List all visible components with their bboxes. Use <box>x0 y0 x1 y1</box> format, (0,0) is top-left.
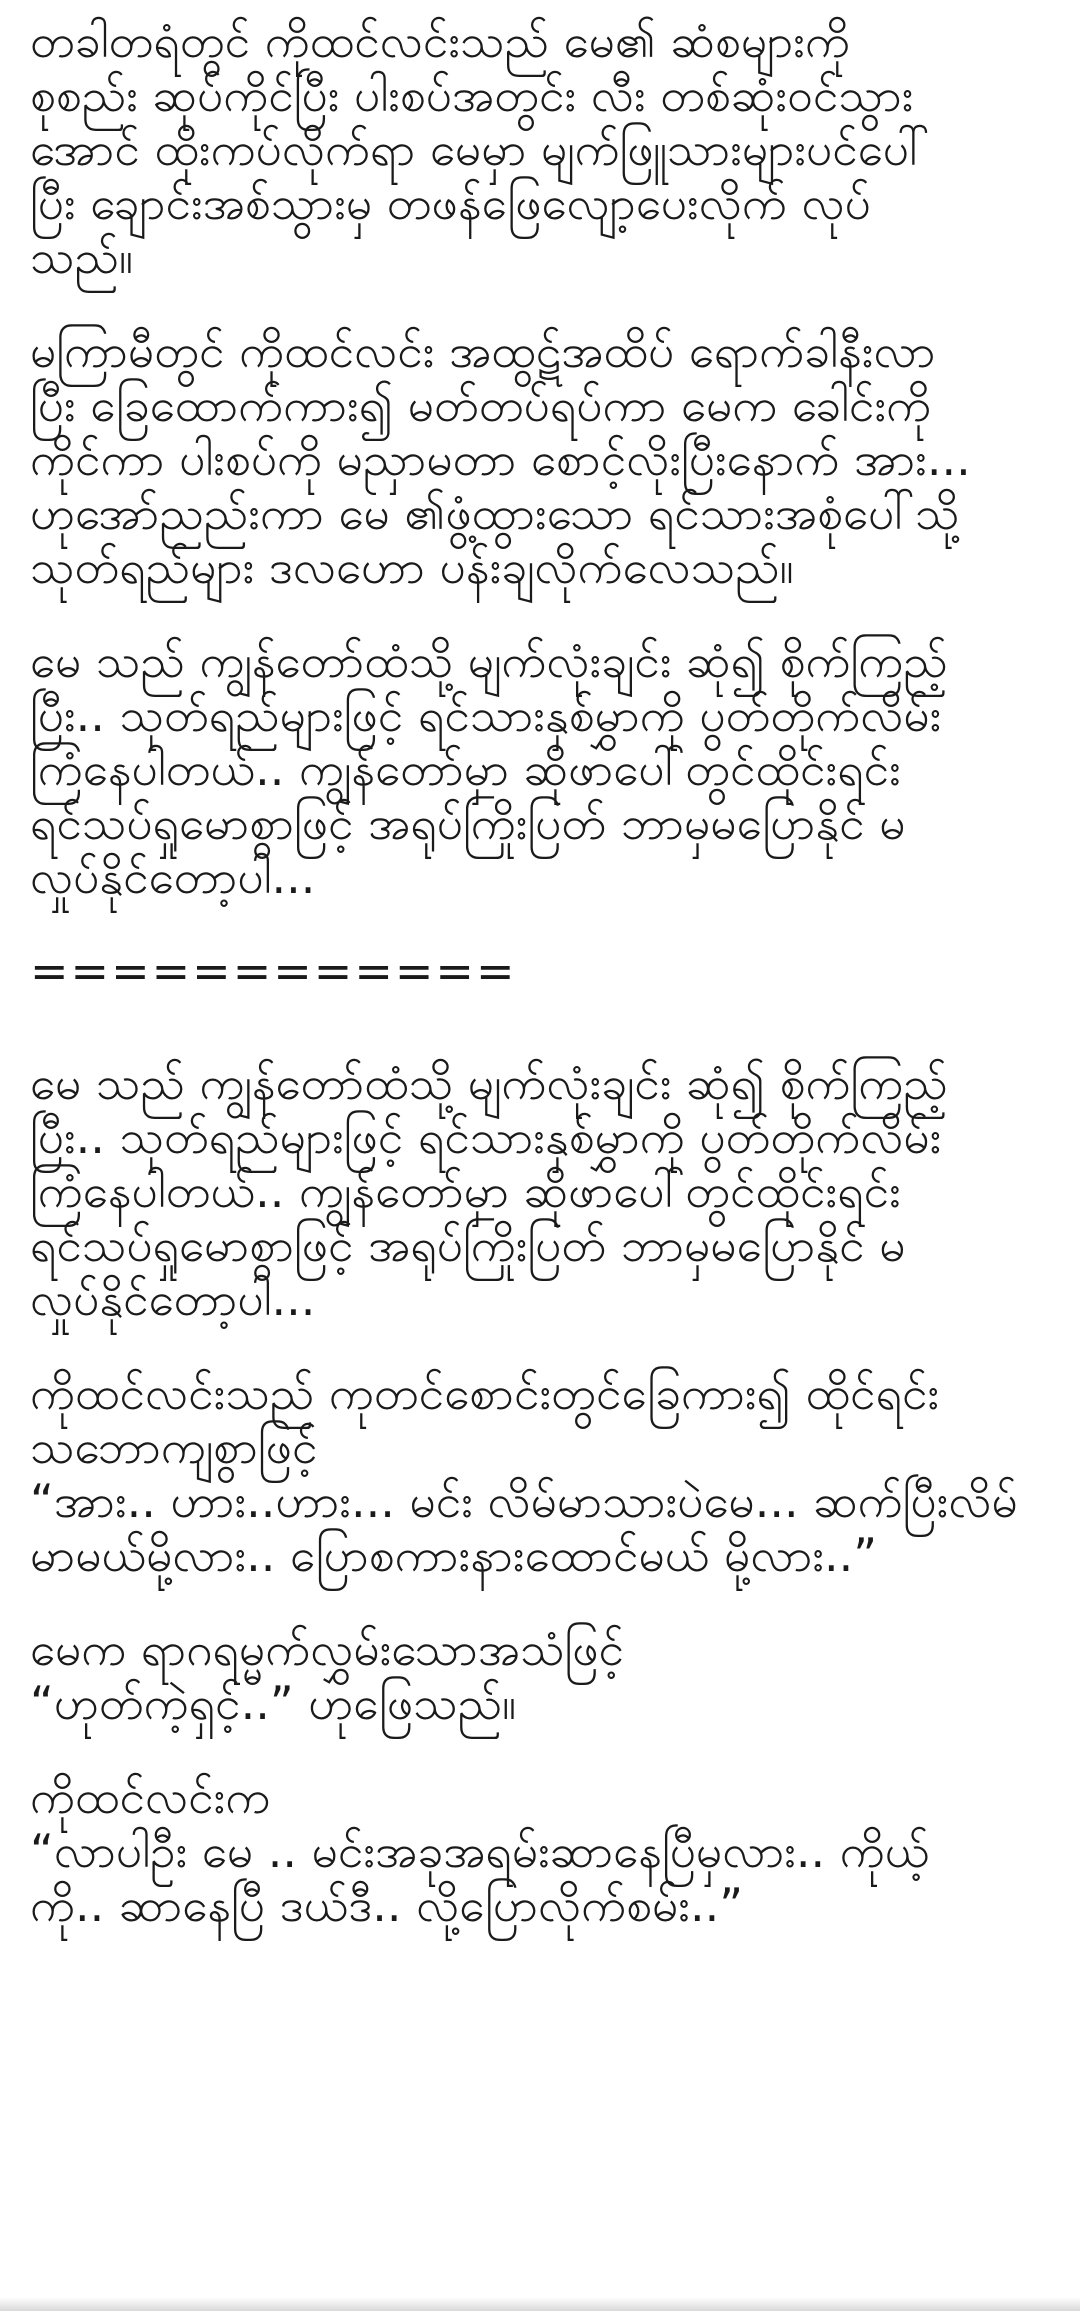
story-paragraph-1: တခါတရံတွင် ကိုထင်လင်းသည် မေ၏ ဆံစများကို စုစည်း ဆုပ်ကိုင်ပြီး ပါးစပ်အတွင်း လီး တစ်ဆုံးဝင်သွား အောင် ထိုးကပ်လိုက်ရာ မေမှာ မျက်ဖြူသားများပင်ပေါ် ပြီး ချောင်းအစ်သွားမှ တဖန်ဖြေလျော့ပေးလိုက် လုပ် သည်။ <box>30 14 930 284</box>
bottom-fade-edge <box>0 2297 1080 2311</box>
story-paragraph-5: ကိုထင်လင်းသည် ကုတင်စောင်းတွင်ခြေကား၍ ထိုင်ရင်း သဘောကျစွာဖြင့် “အား.. ဟား..ဟား... မင်း လိမ်မာသားပဲမေ... ဆက်ပြီးလိမ် မာမယ်မို့လား.. ပြောစကားနားထောင်မယ် မို့လား..” <box>30 1366 1018 1582</box>
story-text-body <box>30 0 1060 1972</box>
story-paragraph-6: မေက ရာဂရမ္မက်လွှမ်းသောအသံဖြင့် “ဟုတ်ကဲ့ရှင့်..” ဟုဖြေသည်။ <box>30 1622 625 1730</box>
section-divider: ============ <box>30 944 517 998</box>
story-paragraph-3: မေ သည် ကျွန်တော်ထံသို့ မျက်လုံးချင်း ဆုံ၍ စိုက်ကြည့် ပြီး.. သုတ်ရည်များဖြင့် ရင်သားနှစ်မွှာကို ပွတ်တိုက်လိမ်း ကြံနေပါတယ်.. ကျွန်တော်မှာ ဆိုဖာပေါ်တွင်ထိုင်းရင်း ရင်သပ်ရှုမောစွာဖြင့် အရုပ်ကြိုးပြတ် ဘာမှမပြောနိုင် မ လှုပ်နိုင်တော့ပါ... <box>30 634 948 904</box>
story-paragraph-2: မကြာမီတွင် ကိုထင်လင်း အထွဋ်အထိပ် ရောက်ခါနီးလာ ပြီး ခြေထောက်ကား၍ မတ်တပ်ရပ်ကာ မေက ခေါင်းကို ကိုင်ကာ ပါးစပ်ကို မညှာမတာ စောင့်လိုးပြီးနောက် အား... ဟုအော်ညည်းကာ မေ ၏ဖွံ့ထွားသော ရင်သားအစုံပေါ်သို့ သုတ်ရည်များ ဒလဟော ပန်းချလိုက်လေသည်။ <box>30 324 971 594</box>
story-paragraph-7: ကိုထင်လင်းက “လာပါဦး မေ .. မင်းအခုအရမ်းဆာနေပြီမှလား.. ကိုယ့် ကို.. ဆာနေပြီ ဒယ်ဒီ.. လို့ပြောလိုက်စမ်း..” <box>30 1770 930 1932</box>
story-paragraph-4: မေ သည် ကျွန်တော်ထံသို့ မျက်လုံးချင်း ဆုံ၍ စိုက်ကြည့် ပြီး.. သုတ်ရည်များဖြင့် ရင်သားနှစ်မွှာကို ပွတ်တိုက်လိမ်း ကြံနေပါတယ်.. ကျွန်တော်မှာ ဆိုဖာပေါ်တွင်ထိုင်းရင်း ရင်သပ်ရှုမောစွာဖြင့် အရုပ်ကြိုးပြတ် ဘာမှမပြောနိုင် မ လှုပ်နိုင်တော့ပါ... <box>30 1056 948 1326</box>
